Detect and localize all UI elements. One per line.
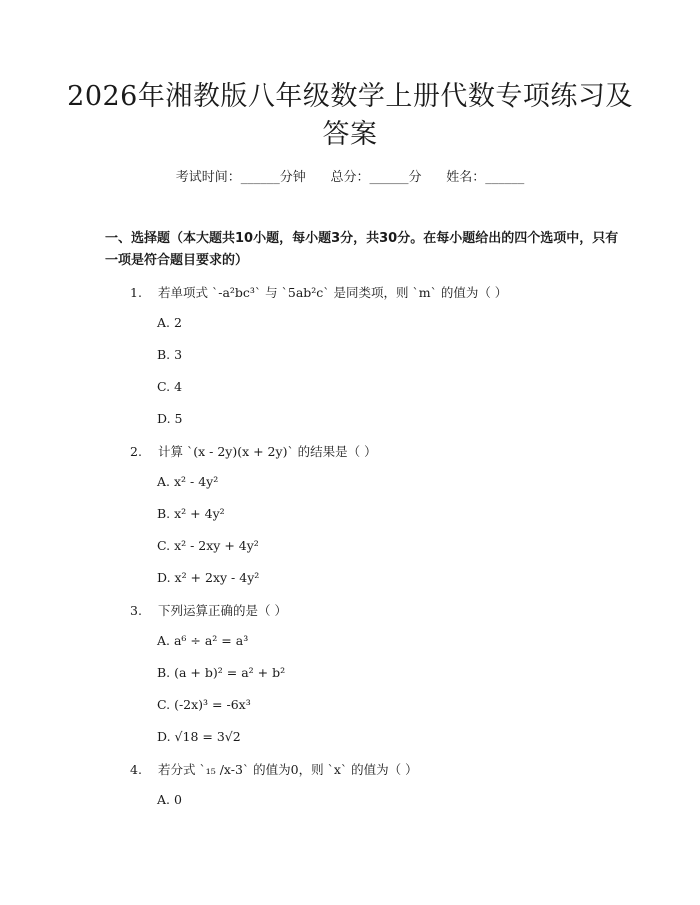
option-d: D. x² + 2xy - 4y² xyxy=(157,570,260,585)
document-title: 2026年湘教版八年级数学上册代数专项练习及答案 xyxy=(67,81,633,150)
exam-info-line: 考试时间：______分钟 总分：______分 姓名：______ xyxy=(175,170,525,185)
question-stem: 下列运算正确的是（ ） xyxy=(158,603,287,618)
option-a: A. 0 xyxy=(157,792,182,807)
question-number: 2. xyxy=(130,444,142,459)
question-number: 1. xyxy=(130,285,142,300)
option-c: C. (-2x)³ = -6x³ xyxy=(157,697,251,712)
question-3 xyxy=(130,601,287,619)
section-heading: 一、选择题（本大题共10小题，每小题3分，共30分。在每小题给出的四个选项中，只有一项是符合题目要求的） xyxy=(105,231,619,268)
question-1 xyxy=(130,283,507,301)
question-stem: 计算 `(x - 2y)(x + 2y)` 的结果是（ ） xyxy=(158,444,377,459)
option-a: A. a⁶ ÷ a² = a³ xyxy=(157,633,249,648)
option-c: C. 4 xyxy=(157,379,183,394)
option-b: B. (a + b)² = a² + b² xyxy=(157,665,286,680)
option-c: C. x² - 2xy + 4y² xyxy=(157,538,259,553)
option-a: A. x² - 4y² xyxy=(157,474,219,489)
question-2 xyxy=(130,442,377,460)
question-stem: 若单项式 `-a²bc³` 与 `5ab²c` 是同类项，则 `m` 的值为（ ） xyxy=(158,285,508,300)
option-d: D. √18 = 3√2 xyxy=(157,729,241,744)
option-d: D. 5 xyxy=(157,411,183,426)
option-b: B. x² + 4y² xyxy=(157,506,225,521)
option-b: B. 3 xyxy=(157,347,183,362)
question-number: 4. xyxy=(130,762,142,777)
question-number: 3. xyxy=(130,603,142,618)
question-4 xyxy=(130,760,418,778)
question-stem: 若分式 `₁₅ /x-3` 的值为0，则 `x` 的值为（ ） xyxy=(158,762,418,777)
option-a: A. 2 xyxy=(157,315,182,330)
